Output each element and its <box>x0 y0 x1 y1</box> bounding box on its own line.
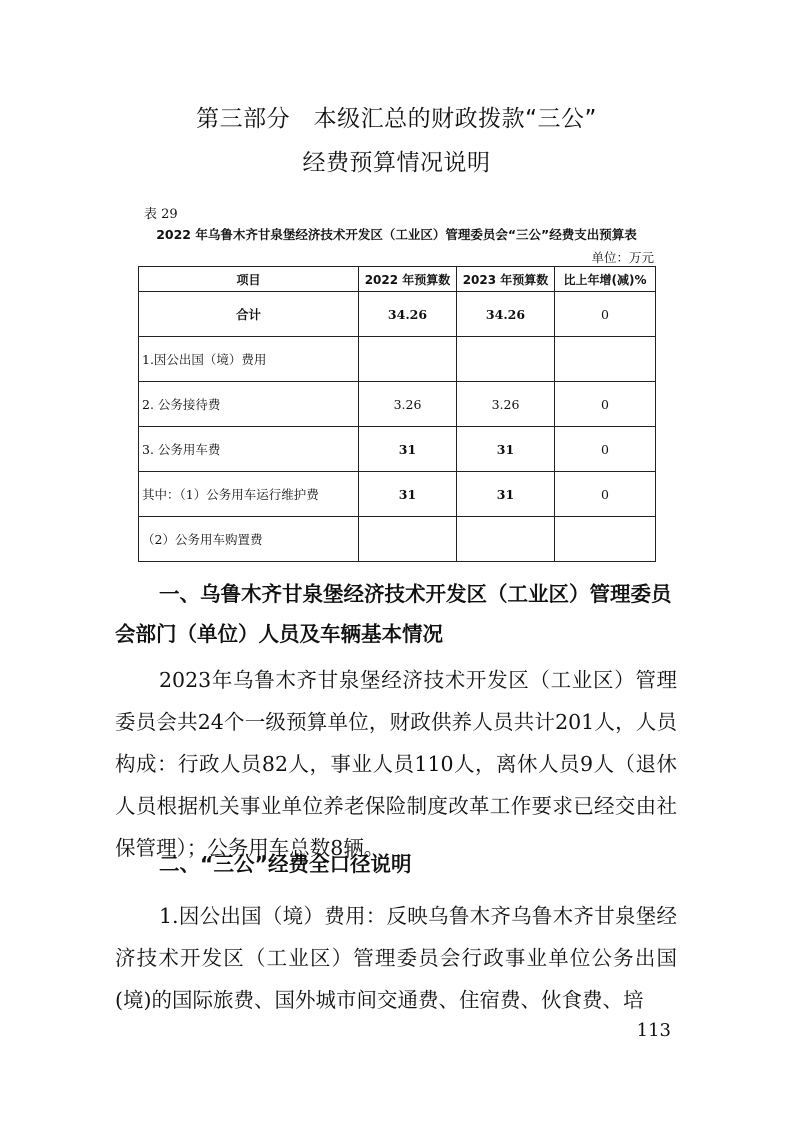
table-number: 表 29 <box>144 207 178 222</box>
row-2023: 31 <box>457 427 555 472</box>
page-title-line2: 经费预算情况说明 <box>302 150 491 176</box>
row-item: 合计 <box>139 292 359 337</box>
row-change: 0 <box>555 382 656 427</box>
table-header-row <box>139 267 656 292</box>
row-2022: 34.26 <box>359 292 457 337</box>
row-2023: 3.26 <box>457 382 555 427</box>
table-row <box>139 517 656 562</box>
row-change: 0 <box>555 292 656 337</box>
table-unit: 单位：万元 <box>591 250 654 265</box>
row-change: 0 <box>555 427 656 472</box>
page-title-line1: 第三部分 本级汇总的财政拨款“三公” <box>196 106 597 132</box>
row-item: 2. 公务接待费 <box>139 382 359 427</box>
header-2023: 2023 年预算数 <box>457 267 555 292</box>
page-number: 113 <box>636 1020 671 1041</box>
row-2023: 34.26 <box>457 292 555 337</box>
row-item: 3. 公务用车费 <box>139 427 359 472</box>
table-row <box>139 472 656 517</box>
row-2023 <box>457 337 555 382</box>
section-heading-2: 二、“三公”经费全口径说明 <box>159 852 412 876</box>
header-item: 项目 <box>139 267 359 292</box>
paragraph-overseas-costs: 1.因公出国（境）费用：反映乌鲁木齐乌鲁木齐甘泉堡经济技术开发区（工业区）管理委员会行政事业单位公务出国(境)的国际旅费、国外城市间交通费、住宿费、伙食费、培 <box>115 904 677 1012</box>
row-item: 1.因公出国（境）费用 <box>139 337 359 382</box>
row-2022 <box>359 337 457 382</box>
header-2022: 2022 年预算数 <box>359 267 457 292</box>
table-title: 2022 年乌鲁木齐甘泉堡经济技术开发区（工业区）管理委员会“三公”经费支出预算表 <box>156 227 637 242</box>
row-2022: 3.26 <box>359 382 457 427</box>
paragraph-staff-vehicles: 2023年乌鲁木齐甘泉堡经济技术开发区（工业区）管理委员会共24个一级预算单位，财政供养人员共计201人，人员构成：行政人员82人，事业人员110人，离休人员9人（退休人员根据机关事业单位养老保险制度改革工作要求已经交由社保管理）；公务用车总数8辆。 <box>115 668 677 860</box>
row-item: 其中：（1）公务用车运行维护费 <box>139 472 359 517</box>
table-row <box>139 337 656 382</box>
row-change <box>555 517 656 562</box>
row-change: 0 <box>555 472 656 517</box>
row-2023: 31 <box>457 472 555 517</box>
row-2022 <box>359 517 457 562</box>
row-2023 <box>457 517 555 562</box>
budget-table <box>138 266 656 562</box>
header-change: 比上年增(减)% <box>555 267 656 292</box>
table-row <box>139 382 656 427</box>
row-2022: 31 <box>359 427 457 472</box>
row-change <box>555 337 656 382</box>
row-item: （2）公务用车购置费 <box>139 517 359 562</box>
row-2022: 31 <box>359 472 457 517</box>
table-row <box>139 427 656 472</box>
section-heading-1: 一、乌鲁木齐甘泉堡经济技术开发区（工业区）管理委员会部门（单位）人员及车辆基本情况 <box>115 582 672 646</box>
table-row <box>139 292 656 337</box>
